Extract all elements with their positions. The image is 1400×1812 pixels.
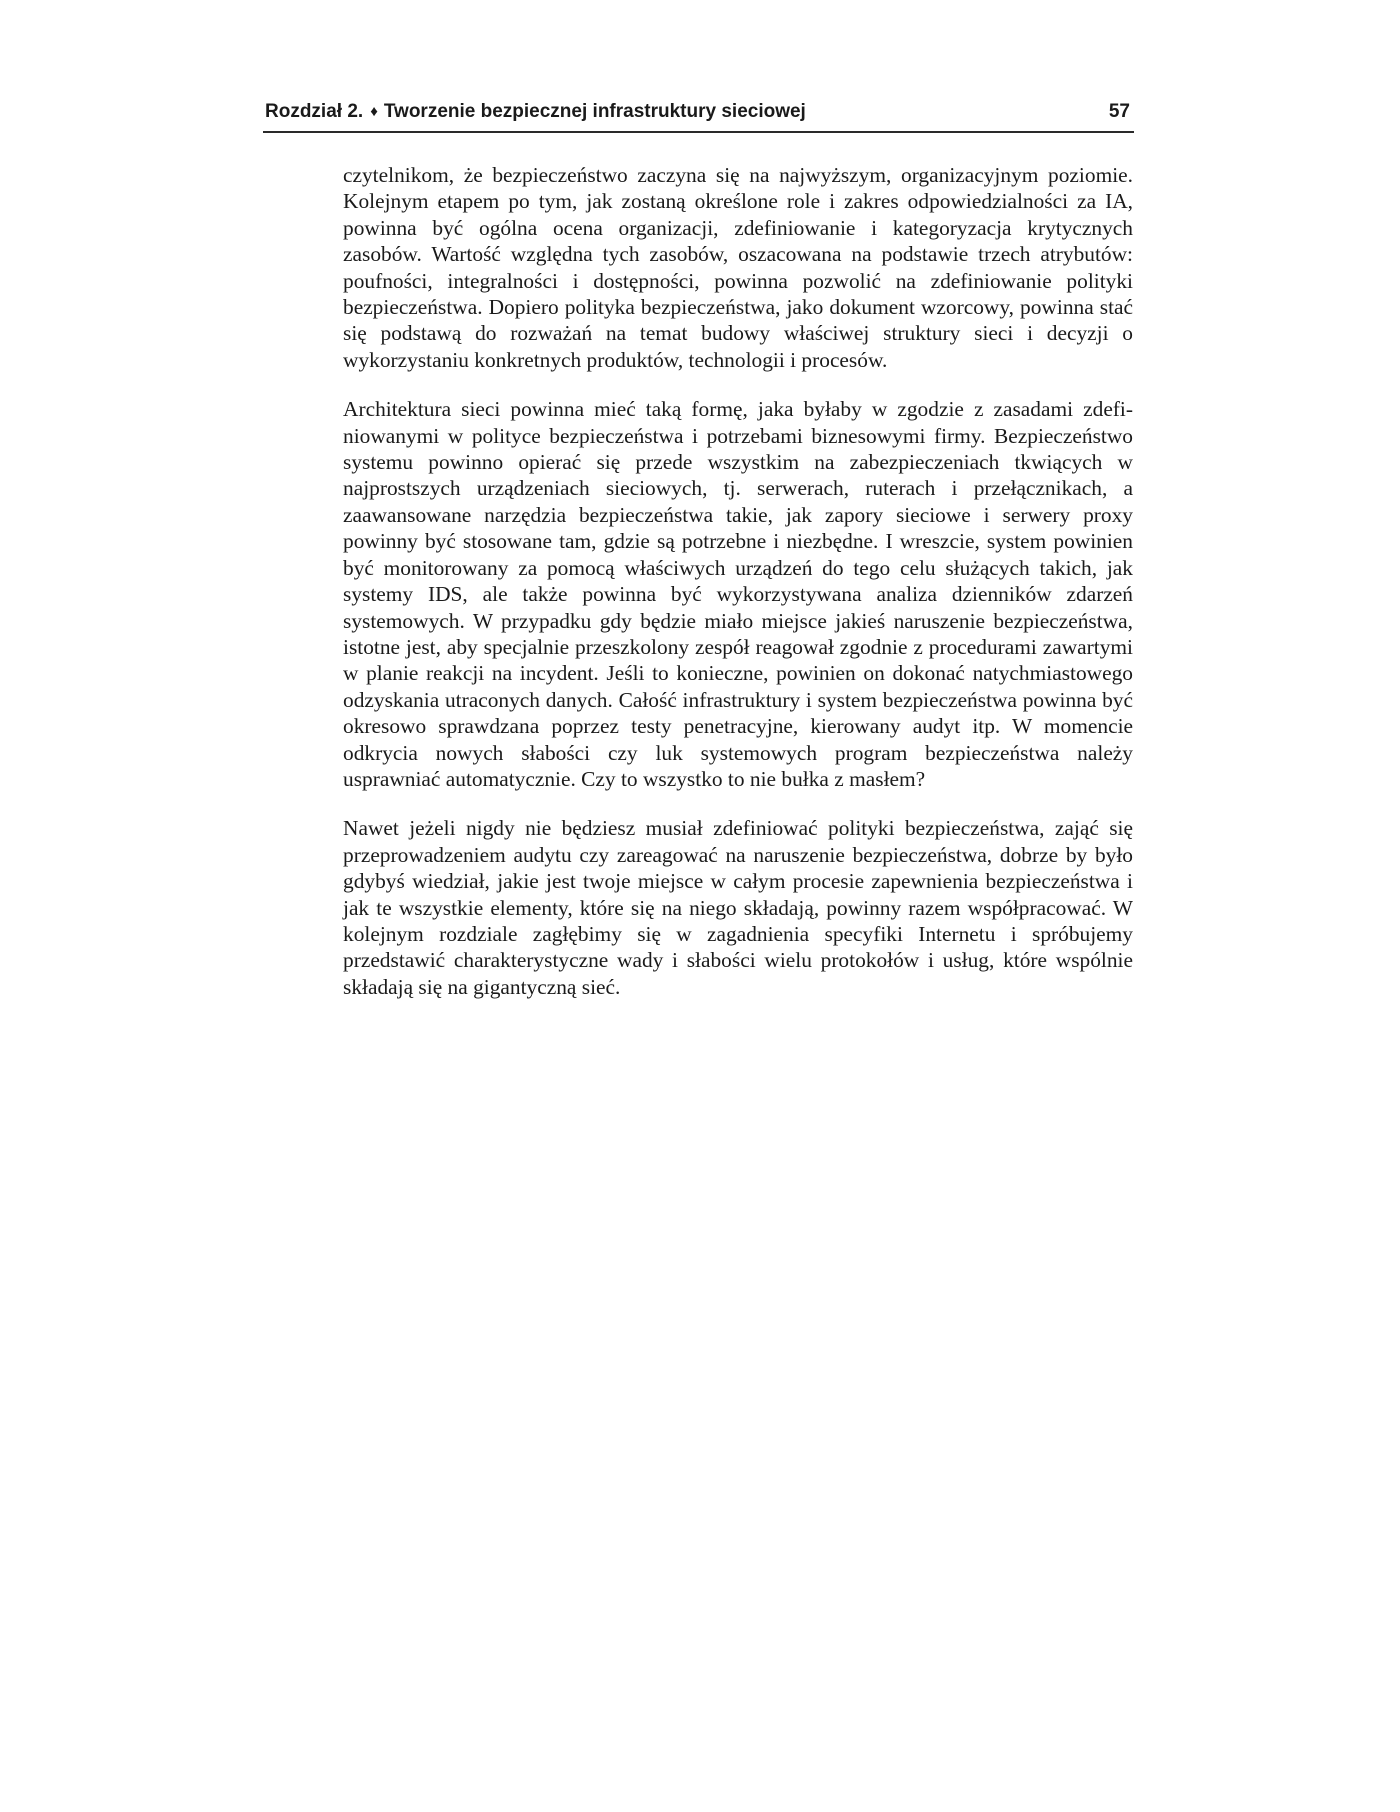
paragraph-3: Nawet jeżeli nigdy nie będziesz musiał zdefiniować polityki bezpieczeństwa, zająć się przeprowadzeniem audytu czy zareagować na naruszenie bezpieczeństwa, dobrze by było gdybyś wiedział, jakie jest twoje miejsce w całym procesie zapewnienia bezpieczeństwa i jak te wszystkie elementy, które się na niego składają, powinny razem współpracować. W kolejnym rozdziale zagłębimy się w zagadnienia specyfiki Internetu i spróbujemy przedstawić charakterystyczne wady i słabości wielu protokołów i usług, które wspólnie składają się na gigantyczną sieć. — [343, 816, 1133, 999]
paragraph-1: czytelnikom, że bezpieczeństwo zaczyna się na najwyższym, organizacyjnym poziomie. Kolejnym etapem po tym, jak zostaną określone role i zakres odpowiedzialności za IA, powinna być ogólna ocena organizacji, zdefiniowanie i kategoryzacja krytycznych zasobów. Wartość względna tych zasobów, oszacowana na podstawie trzech atrybutów: poufności, integralności i dostępności, powinna pozwolić na zdefiniowanie polityki bezpieczeństwa. Dopiero polityka bezpieczeństwa, jako dokument wzorcowy, powinna stać się podstawą do rozważań na temat budowy właściwej struktury sieci i decyzji o wykorzystaniu konkretnych produktów, technologii i procesów. — [343, 163, 1133, 372]
page-number: 57 — [1108, 101, 1130, 122]
paragraph-2: Architektura sieci powinna mieć taką formę, jaka byłaby w zgodzie z zasadami zdefiniowanymi w polityce bezpieczeństwa i potrzebami biznesowymi firmy. Bezpieczeństwo systemu powinno opierać się przede wszystkim na zabezpieczeniach tkwiących w najprostszych urządzeniach sieciowych, tj. serwerach, ruterach i przełącznikach, a zaawansowane narzędzia bezpieczeństwa takie, jak zapory sieciowe i serwery proxy powinny być stosowane tam, gdzie są potrzebne i niezbędne. I wreszcie, system powinien być monitorowany za pomocą właściwych urządzeń do tego celu służących takich, jak systemy IDS, ale także powinna być wykorzystywana analiza dzienników zdarzeń systemowych. W przypadku gdy będzie miało miejsce jakieś naruszenie bezpieczeństwa, istotne jest, aby specjalnie przeszkolony zespół reagował zgodnie z procedurami zawartymi w planie reakcji na incydent. Jeśli to konieczne, powinien on dokonać natychmiastowego odzyskania utraconych danych. Całość infrastruktury i system bezpieczeństwa powinna być okresowo sprawdzana poprzez testy penetracyjne, kierowany audyt itp. W momencie odkrycia nowych słabości czy luk systemowych program bezpieczeństwa należy usprawniać automatycznie. Czy to wszystko to nie bułka z masłem? — [343, 397, 1133, 791]
chapter-label: Rozdział 2. — [265, 101, 364, 122]
header-left — [265, 99, 806, 126]
chapter-title: Tworzenie bezpiecznej infrastruktury sieciowej — [383, 101, 806, 122]
body-text — [343, 162, 1133, 1023]
diamond-icon: ♦ — [370, 103, 378, 120]
running-header — [263, 97, 1134, 133]
